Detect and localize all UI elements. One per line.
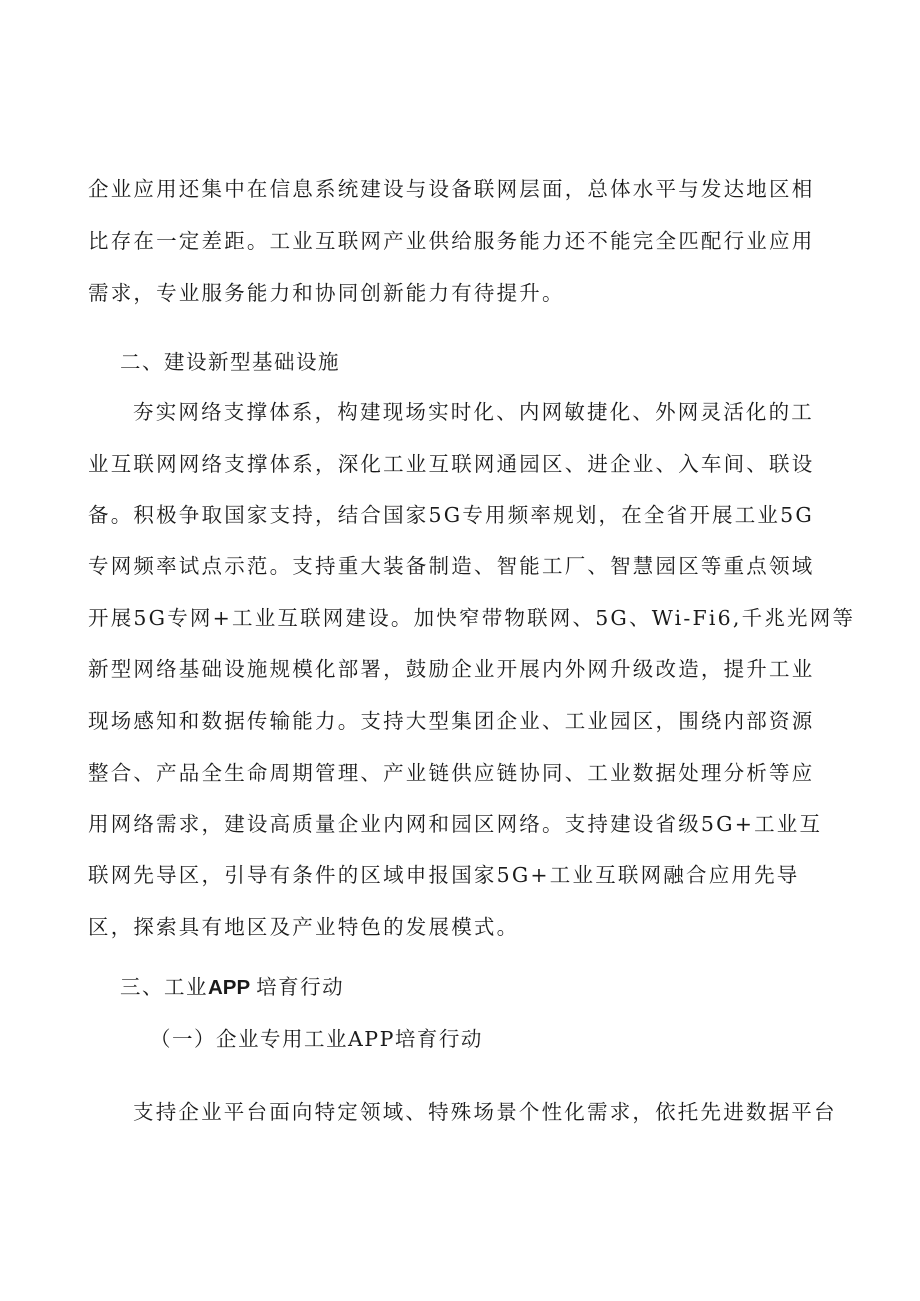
paragraph-line: 专网频率试点示范。支持重大装备制造、智能工厂、智慧园区等重点领域 [88, 554, 815, 578]
paragraph-line: 区，探索具有地区及产业特色的发展模式。 [88, 915, 520, 939]
subsection-heading: （一）企业专用工业APP培育行动 [150, 1027, 483, 1051]
paragraph-line: 新型网络基础设施规模化部署，鼓励企业开展内外网升级改造，提升工业 [88, 657, 815, 681]
paragraph-line: 业互联网网络支撑体系，深化工业互联网通园区、进企业、入车间、联设 [88, 452, 815, 476]
section-heading-app: APP [208, 976, 251, 999]
paragraph-line: 企业应用还集中在信息系统建设与设备联网层面，总体水平与发达地区相 [88, 177, 815, 201]
section-heading-suffix: 培育行动 [256, 975, 345, 999]
paragraph-line: 开展5G专网+工业互联网建设。加快窄带物联网、5G、Wi-Fi6,千兆光网等 [88, 606, 856, 630]
paragraph-line: 夯实网络支撑体系，构建现场实时化、内网敏捷化、外网灵活化的工 [133, 400, 814, 424]
paragraph-line: 用网络需求，建设高质量企业内网和园区网络。支持建设省级5G+工业互 [88, 812, 823, 836]
paragraph-line: 支持企业平台面向特定领域、特殊场景个性化需求，依托先进数据平台 [133, 1100, 837, 1124]
section-heading [120, 974, 344, 1001]
paragraph-line: 需求，专业服务能力和协同创新能力有待提升。 [88, 281, 565, 305]
paragraph-line: 备。积极争取国家支持，结合国家5G专用频率规划，在全省开展工业5G [88, 503, 814, 527]
paragraph-line: 比存在一定差距。工业互联网产业供给服务能力还不能完全匹配行业应用 [88, 229, 815, 253]
paragraph-line: 现场感知和数据传输能力。支持大型集团企业、工业园区，围绕内部资源 [88, 709, 815, 733]
paragraph-line: 整合、产品全生命周期管理、产业链供应链协同、工业数据处理分析等应 [88, 761, 815, 785]
section-heading-prefix: 三、工业 [120, 975, 208, 999]
section-heading: 二、建设新型基础设施 [120, 350, 340, 374]
paragraph-line: 联网先导区，引导有条件的区域申报国家5G+工业互联网融合应用先导 [88, 863, 800, 887]
